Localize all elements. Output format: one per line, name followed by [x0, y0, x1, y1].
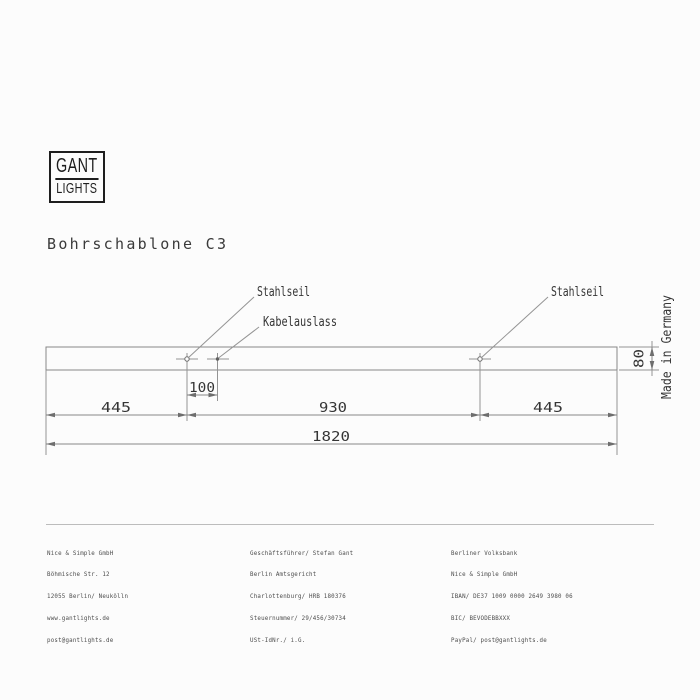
gant-lights-logo: [49, 151, 105, 203]
footer-line: 12055 Berlin/ Neukölln: [47, 594, 129, 601]
footer-column-legal: [250, 536, 353, 653]
label-stahlseil-left: Stahlseil: [257, 285, 310, 300]
dim-value-100: 100: [189, 381, 215, 396]
footer-line: USt-IdNr./ i.G.: [250, 638, 306, 645]
dim-value-930: 930: [319, 401, 347, 416]
drilling-template-drawing: [0, 275, 700, 470]
logo-line-lights: LIGHTS: [56, 180, 98, 197]
mount-point-right: [469, 353, 491, 421]
footer-line: Berliner Volksbank: [451, 550, 518, 557]
leader-kabelauslass: [219, 327, 260, 358]
footer-line: Böhmische Str. 12: [47, 572, 110, 579]
footer-line: Geschäftsführer/ Stefan Gant: [250, 550, 354, 557]
dim-value-1820: 1820: [312, 430, 350, 445]
extension-lines: [46, 341, 659, 455]
footer-line: Charlottenburg/ HRB 180376: [250, 594, 346, 601]
page-title: Bohrschablone C3: [47, 235, 229, 253]
footer-line: Berlin Amtsgericht: [250, 572, 317, 579]
label-kabelauslass: Kabelauslass: [263, 315, 337, 330]
footer-line: Steuernummer/ 29/456/30734: [250, 616, 346, 623]
footer-divider: [46, 524, 654, 525]
label-stahlseil-right: Stahlseil: [551, 285, 604, 300]
footer-line: www.gantlights.de: [47, 616, 110, 623]
leader-stahlseil-left: [188, 297, 254, 358]
footer-line: PayPal/ post@gantlights.de: [451, 638, 547, 645]
footer-column-company: [47, 536, 128, 653]
footer-line: BIC/ BEVODEBBXXX: [451, 616, 511, 623]
dim-value-80: 80: [632, 352, 648, 368]
footer-line: Nice & Simple GmbH: [47, 550, 114, 557]
logo-line-gant: GANT: [56, 156, 99, 180]
footer-line: Nice & Simple GmbH: [451, 572, 518, 579]
footer-line: IBAN/ DE37 1009 0000 2649 3980 06: [451, 594, 573, 601]
leader-lines: [188, 297, 548, 358]
dim-value-445-right: 445: [533, 401, 563, 416]
logo-text: [56, 156, 99, 198]
footer-line: post@gantlights.de: [47, 638, 114, 645]
footer-column-bank: [451, 536, 573, 653]
leader-stahlseil-right: [481, 297, 548, 358]
made-in-germany-label: Made in Germany: [660, 281, 675, 399]
lamp-bar-outline: [46, 347, 617, 370]
dim-value-445-left: 445: [101, 401, 131, 416]
